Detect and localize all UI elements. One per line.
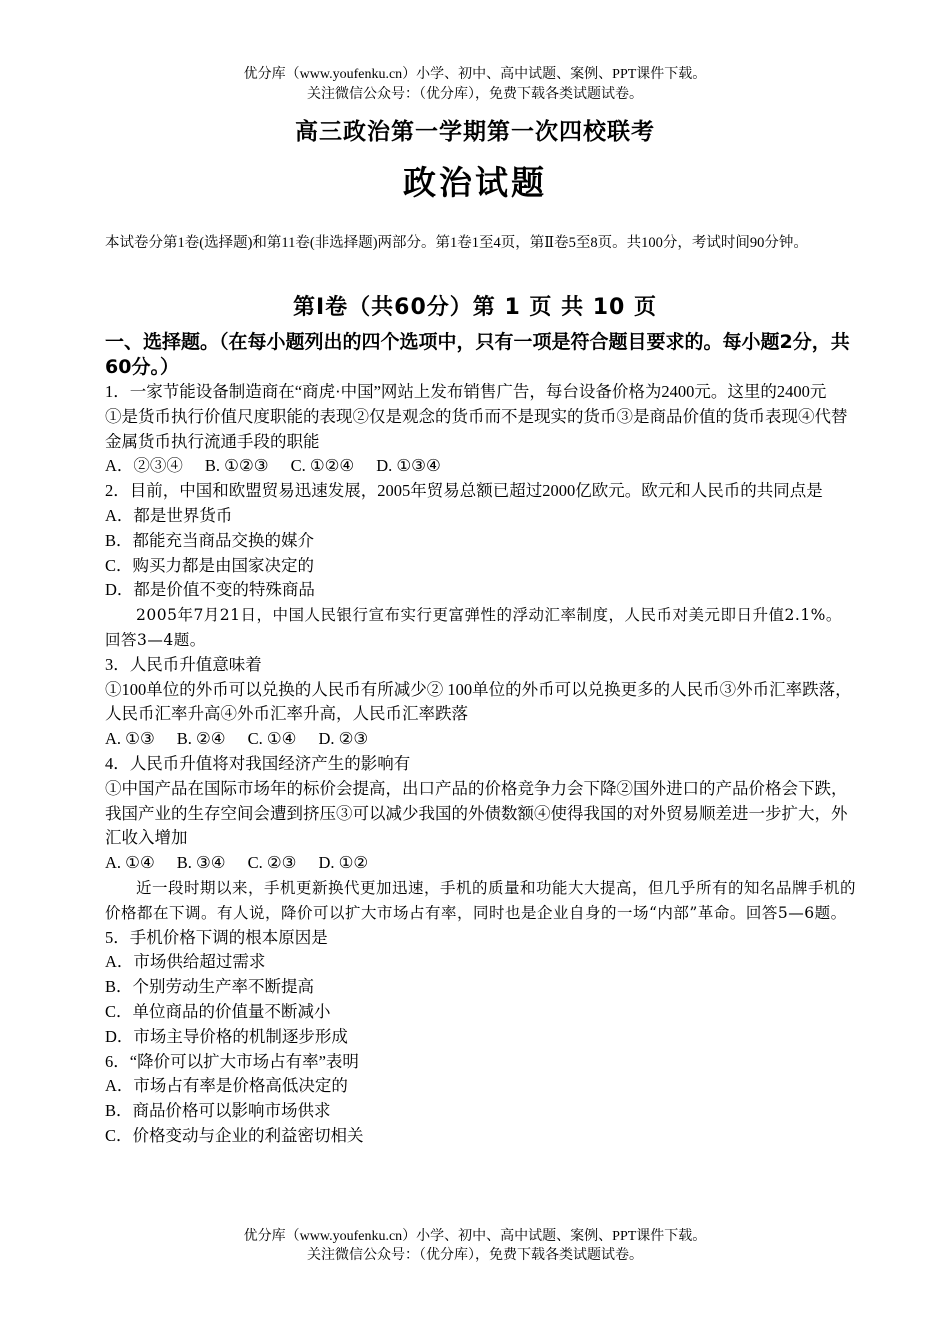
q4-option-b: B. ③④ [176,853,226,873]
q3-option-c: C. ①④ [247,729,297,749]
q4-option-c: C. ②③ [247,853,297,873]
q5-option-d: D．市场主导价格的机制逐步形成 [105,1026,348,1046]
q2-option-c: C．购买力都是由国家决定的 [105,555,315,575]
q1-option-a: A．②③④ [105,456,183,476]
q2-option-d: D．都是价值不变的特殊商品 [105,580,315,600]
q1-option-b: B. ①②③ [204,456,269,476]
q3-option-d: D. ②③ [318,729,369,749]
exam-title: 高三政治第一学期第一次四校联考 [295,119,655,145]
q3-options [105,727,857,752]
q4-items: ①中国产品在国际市场年的标价会提高，出口产品的价格竞争力会下降②国外进口的产品价格会下跌，我国产业的生存空间会遭到挤压③可以减少我国的外债数额④使得我国的对外贸易顺差进一步扩大，外汇收入增加 [105,778,848,848]
q1-stem: 1．一家节能设备制造商在“商虎·中国”网站上发布销售广告，每台设备价格为2400元。这里的2400元 [105,382,827,401]
exam-subtitle: 政治试题 [403,163,547,202]
q4-stem: 4．人民币升值将对我国经济产生的影响有 [105,753,411,773]
material-2: 近一段时期以来，手机更新换代更加迅速，手机的质量和功能大大提高，但几乎所有的知名品牌手机的价格都在下调。有人说，降价可以扩大市场占有率，同时也是企业自身的一场“内部”革命。回答5—6题。 [105,878,857,922]
q5-option-a: A．市场供给超过需求 [105,952,266,972]
q3-option-b: B. ②④ [176,729,226,749]
q4-options [105,851,857,876]
q4-option-a: A. ①④ [105,853,155,873]
q6-stem: 6．“降价可以扩大市场占有率”表明 [105,1051,359,1071]
header-line-1: 优分库（www.youfenku.cn）小学、初中、高中试题、案例、PPT课件下载。 [243,67,707,82]
exam-intro: 本试卷分第1卷(选择题)和第11卷(非选择题)两部分。第1卷1至4页，第Ⅱ卷5至8页。共100分，考试时间90分钟。 [105,235,808,251]
footer-line-2: 关注微信公众号：（优分库），免费下载各类试题试卷。 [307,1248,643,1263]
q2-stem: 2．目前，中国和欧盟贸易迅速发展，2005年贸易总额已超过2000亿欧元。欧元和人民币的共同点是 [105,481,823,501]
q4-option-d: D. ①② [318,853,369,873]
q1-option-d: D. ①③④ [376,456,441,476]
q2-option-a: A．都是世界货币 [105,505,233,525]
q5-stem: 5．手机价格下调的根本原因是 [105,927,328,947]
header-line-2: 关注微信公众号：（优分库），免费下载各类试题试卷。 [307,87,643,102]
section-instructions: 一、选择题。（在每小题列出的四个选项中，只有一项是符合题目要求的。每小题2分，共60分。） [105,331,850,378]
q5-option-c: C．单位商品的价值量不断减小 [105,1001,331,1021]
q6-option-c: C．价格变动与企业的利益密切相关 [105,1125,364,1145]
q6-option-b: B．商品价格可以影响市场供求 [105,1101,331,1121]
q6-option-a: A．市场占有率是价格高低决定的 [105,1076,348,1096]
q3-stem: 3．人民币升值意味着 [105,654,262,674]
question-body [105,380,857,1149]
q1-items: ①是货币执行价值尺度职能的表现②仅是观念的货币而不是现实的货币③是商品价值的货币表现④代替金属货币执行流通手段的职能 [105,406,848,451]
material-1: 2005年7月21日，中国人民银行宣布实行更富弹性的浮动汇率制度，人民币对美元即日升值2.1%。回答3—4题。 [105,606,842,649]
q5-option-b: B．个别劳动生产率不断提高 [105,977,315,997]
q3-option-a: A. ①③ [105,729,155,749]
q2-option-b: B．都能充当商品交换的媒介 [105,530,315,550]
q1-options [105,454,857,479]
section-title: 第Ⅰ卷（共60分）第 1 页 共 10 页 [292,295,658,320]
q1-option-c: C. ①②④ [290,456,355,476]
footer-line-1: 优分库（www.youfenku.cn）小学、初中、高中试题、案例、PPT课件下载。 [243,1229,707,1244]
q3-items: ①100单位的外币可以兑换的人民币有所减少② 100单位的外币可以兑换更多的人民币③外币汇率跌落，人民币汇率升高④外币汇率升高，人民币汇率跌落 [105,679,852,724]
